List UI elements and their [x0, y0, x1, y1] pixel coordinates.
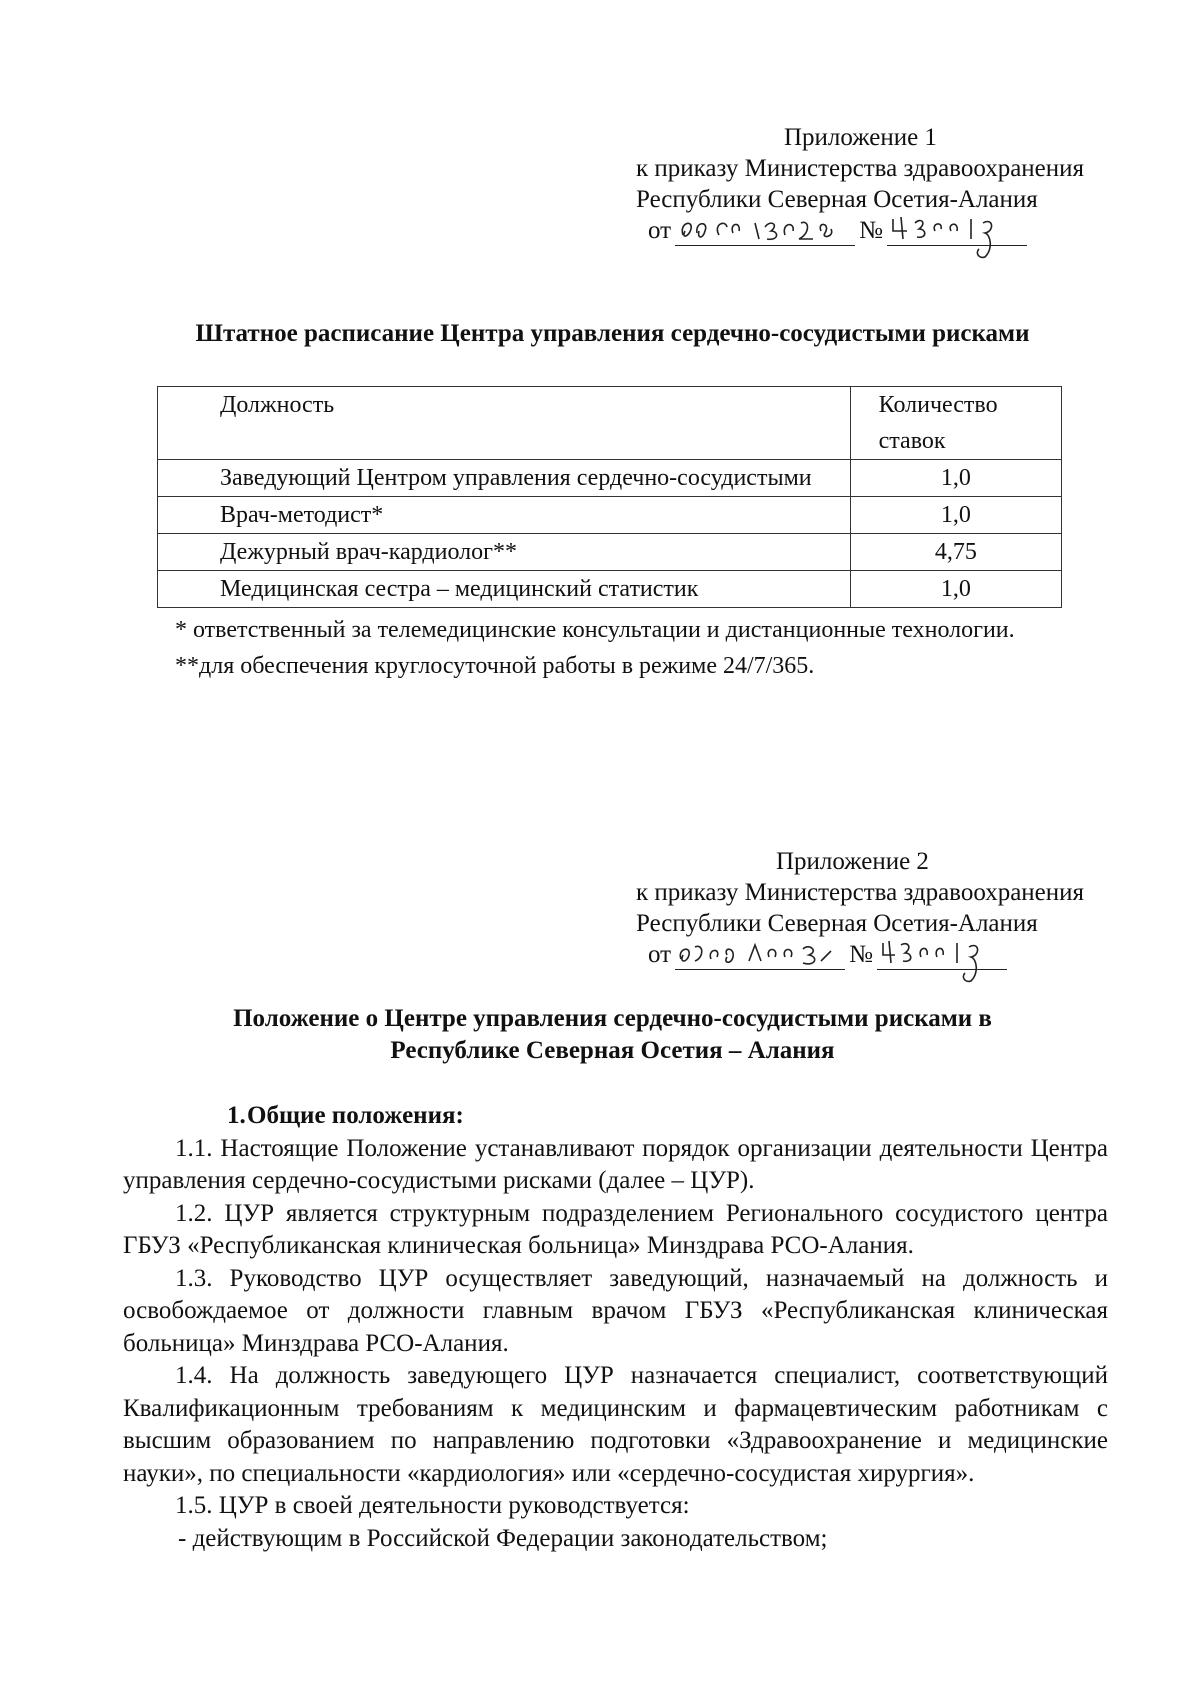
row-position: Дежурный врач-кардиолог**	[158, 534, 851, 571]
staff-schedule-title: Штатное расписание Центра управления сердечно-сосудистыми рисками	[195, 320, 1030, 347]
footnote-2: **для обеспечения круглосуточной работы в режиме 24/7/365.	[175, 653, 815, 679]
appendix-1-date-line	[636, 215, 1084, 246]
table-footnotes	[175, 612, 1015, 684]
handwritten-date	[675, 939, 845, 970]
paragraph-1-4: 1.4. На должность заведующего ЦУР назначается специалист, соответствующий Квалификационным требованиям к медицинским и фармацевтическим работникам с высшим образованием по направлению подготовки «Здравоохранение и медицинские науки», по специальности «кардиология» или «сердечно-сосудистая хирургия».	[123, 1362, 1108, 1487]
table-row	[158, 534, 1062, 571]
row-count: 4,75	[850, 534, 1061, 571]
date-prefix: от	[648, 941, 672, 968]
appendix-1-republic-line: Республики Северная Осетия-Алания	[636, 186, 1038, 213]
regulation-title-line-1: Положение о Центре управления сердечно-сосудистыми рисками в	[233, 1005, 992, 1032]
appendix-2-republic-line: Республики Северная Осетия-Алания	[636, 910, 1038, 937]
paragraph-1-3: 1.3. Руководство ЦУР осуществляет заведующий, назначаемый на должность и освобождаемое от должности главным врачом ГБУЗ «Республиканская клиническая больница» Минздрава РСО-Алания.	[123, 1264, 1108, 1357]
row-position: Медицинская сестра – медицинский статистик	[158, 571, 851, 608]
paragraph-1-5-item: - действующим в Российской Федерации законодательством;	[178, 1524, 828, 1552]
footnote-1: * ответственный за телемедицинские консультации и дистанционные технологии.	[175, 617, 1015, 643]
appendix-2-date-line	[636, 939, 1084, 970]
paragraph-1-5: 1.5. ЦУР в своей деятельности руководствуется:	[175, 1492, 690, 1519]
regulation-title-line-2: Республике Северная Осетия – Алания	[390, 1037, 835, 1064]
header-position: Должность	[158, 387, 851, 460]
appendix-1-order-line: к приказу Министерства здравоохранения	[636, 155, 1085, 182]
appendix-2-order-line: к приказу Министерства здравоохранения	[636, 879, 1085, 906]
staff-table	[157, 386, 1062, 608]
appendix-2-header	[636, 846, 1084, 970]
regulation-title	[120, 1003, 1105, 1067]
handwritten-date	[675, 215, 855, 246]
row-position: Врач-методист*	[158, 497, 851, 534]
section-1	[123, 1100, 1108, 1555]
table-header-row	[158, 387, 1062, 460]
row-position: Заведующий Центром управления сердечно-сосудистыми	[158, 460, 851, 497]
row-count: 1,0	[850, 460, 1061, 497]
section-title: Общие положения:	[247, 1102, 464, 1129]
row-count: 1,0	[850, 571, 1061, 608]
paragraph-1-2: 1.2. ЦУР является структурным подразделением Регионального сосудистого центра ГБУЗ «Республиканская клиническая больница» Минздрава РСО-Алания.	[123, 1199, 1108, 1259]
table-row	[158, 571, 1062, 608]
date-prefix: от	[648, 217, 672, 244]
appendix-1-header	[636, 122, 1084, 246]
handwritten-number	[887, 215, 1027, 246]
table-row	[158, 497, 1062, 534]
row-count: 1,0	[850, 497, 1061, 534]
appendix-2-title: Приложение 2	[776, 848, 929, 875]
handwritten-number	[877, 939, 1007, 970]
section-number: 1.	[227, 1102, 246, 1129]
table-row	[158, 460, 1062, 497]
paragraph-1-1: 1.1. Настоящие Положение устанавливают порядок организации деятельности Центра управления сердечно-сосудистыми рисками (далее – ЦУР).	[123, 1134, 1108, 1194]
appendix-1-title: Приложение 1	[784, 124, 937, 151]
header-count: Количество ставок	[850, 387, 1061, 460]
number-prefix: №	[859, 217, 883, 244]
section-1-heading	[123, 1100, 1108, 1133]
number-prefix: №	[849, 941, 873, 968]
